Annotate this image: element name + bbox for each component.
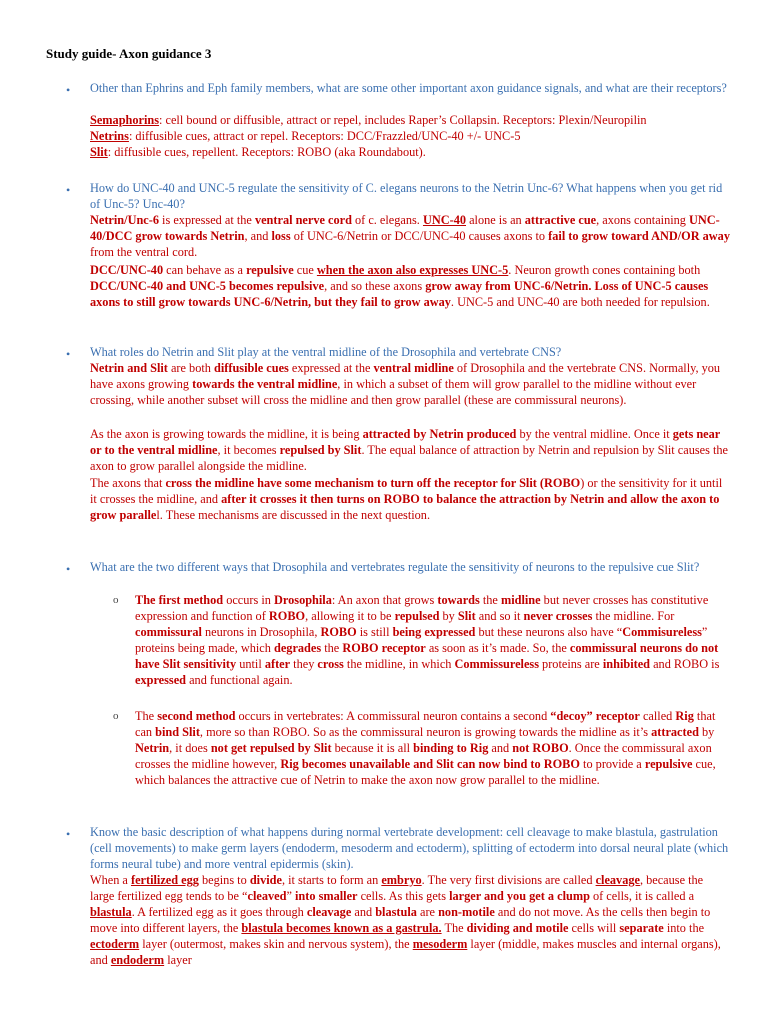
text-run: the bbox=[321, 641, 343, 655]
text-run: . The equal balance of attraction by Netrin and repulsion by Slit causes the axon to grow parallel alongside the midline. bbox=[90, 443, 728, 473]
text-run: embryo bbox=[381, 873, 422, 887]
text-run: . Neuron growth cones containing both bbox=[508, 263, 701, 277]
answer-text: : diffusible cues, repellent. Receptors: ROBO (aka Roundabout). bbox=[107, 145, 426, 159]
text-run: commissural neurons do not have Slit sensitivity bbox=[135, 641, 719, 671]
text-run: divide bbox=[249, 873, 282, 887]
document-title: Study guide- Axon guidance 3 bbox=[46, 46, 212, 61]
text-run: into the bbox=[663, 921, 705, 935]
text-run: cleavage bbox=[595, 873, 640, 887]
text-run: cue bbox=[293, 263, 317, 277]
text-run: expressed bbox=[135, 673, 187, 687]
sub-bullet-icon: o bbox=[113, 710, 119, 722]
text-run: , it starts to form an bbox=[281, 873, 382, 887]
text-run: layer (outermost, makes skin and nervous system), the bbox=[139, 937, 413, 951]
text-run: binding to Rig bbox=[413, 741, 489, 755]
text-run: midline bbox=[500, 593, 541, 607]
text-run: to provide a bbox=[579, 757, 645, 771]
text-run: , and bbox=[244, 229, 272, 243]
text-run: attracted by Netrin produced bbox=[362, 427, 517, 441]
text-run: as soon as it’s made. So, the bbox=[425, 641, 570, 655]
text-run: repulsive bbox=[246, 263, 294, 277]
text-run: larger and you get a clump bbox=[449, 889, 590, 903]
text-run: into smaller bbox=[295, 889, 358, 903]
text-run: called bbox=[639, 709, 676, 723]
text-run: layer (middle, makes muscles and internal organs), and bbox=[90, 937, 721, 967]
term-netrins: Netrins bbox=[90, 129, 129, 143]
text-run: attractive cue bbox=[524, 213, 597, 227]
text-run: when the axon also expresses UNC-5 bbox=[316, 263, 509, 277]
text-run: ” proteins being made, which bbox=[135, 625, 708, 655]
text-run: and ROBO is bbox=[650, 657, 720, 671]
text-run: , and so these axons bbox=[324, 279, 426, 293]
text-run: Drosophila bbox=[274, 593, 332, 607]
text-run: . A fertilized egg as it goes through bbox=[131, 905, 307, 919]
text-run: Rig bbox=[675, 709, 694, 723]
text-run: l. These mechanisms are discussed in the next question. bbox=[156, 508, 431, 522]
sub-bullet-icon: o bbox=[113, 594, 119, 606]
text-run: the bbox=[479, 593, 501, 607]
text-run: and bbox=[351, 905, 376, 919]
text-run: UNC-40 bbox=[422, 213, 467, 227]
text-run: of c. elegans. bbox=[351, 213, 423, 227]
answer-3-paragraph-1 bbox=[90, 360, 730, 408]
text-run: of UNC-6/Netrin or DCC/UNC-40 causes axons to bbox=[290, 229, 549, 243]
text-run: cells. As this gets bbox=[357, 889, 450, 903]
text-run: . UNC-5 and UNC-40 are both needed for repulsion. bbox=[450, 295, 710, 309]
text-run: by bbox=[698, 725, 715, 739]
text-run: is still bbox=[356, 625, 393, 639]
text-run: is expressed at the bbox=[158, 213, 255, 227]
text-run: occurs in vertebrates: A commissural neuron contains a second bbox=[235, 709, 551, 723]
text-run: loss bbox=[271, 229, 291, 243]
text-run: , axons containing bbox=[596, 213, 690, 227]
text-run: ventral midline bbox=[373, 361, 454, 375]
answer-2-paragraph-1 bbox=[90, 212, 730, 260]
text-run: The bbox=[135, 709, 158, 723]
text-run: by the ventral midline. Once it bbox=[516, 427, 673, 441]
text-run: blastula bbox=[90, 905, 132, 919]
text-run: Netrin bbox=[135, 741, 170, 755]
text-run: fail to grow toward AND/OR away bbox=[548, 229, 730, 243]
text-run: neurons in Drosophila, bbox=[201, 625, 321, 639]
text-run: layer bbox=[164, 953, 192, 967]
text-run: of cells, it is called a bbox=[589, 889, 695, 903]
text-run: cleavage bbox=[306, 905, 352, 919]
text-run: proteins are bbox=[538, 657, 603, 671]
text-run: ROBO receptor bbox=[342, 641, 426, 655]
text-run: DCC/UNC-40 and UNC-5 becomes repulsive bbox=[90, 279, 325, 293]
text-run: , because the large fertilized egg tends to be “ bbox=[90, 873, 704, 903]
text-run: fertilized egg bbox=[130, 873, 199, 887]
answer-1-slit bbox=[90, 144, 730, 160]
question-3: What roles do Netrin and Slit play at the ventral midline of the Drosophila and vertebrate CNS? bbox=[90, 345, 562, 359]
text-run: Commisureless bbox=[622, 625, 702, 639]
text-run: after it crosses it then turns on ROBO to balance the attraction by Netrin and allow the axon to grow paralle bbox=[90, 492, 720, 522]
question-5: Know the basic description of what happens during normal vertebrate development: cell cleavage to make blastula, gastrulation (cell movements) to make germ layers (endoderm, mesoderm and ectoderm), splitting of ectoderm into dorsal neural plate (which forms neural tube) and more ventral epidermis (skin). bbox=[90, 825, 729, 871]
text-run: , more so than ROBO. So as the commissural neuron is growing towards the midline as it’s bbox=[199, 725, 652, 739]
text-run: but these neurons also have “ bbox=[475, 625, 623, 639]
answer-4-second-method bbox=[135, 708, 730, 788]
text-run: the midline. For bbox=[592, 609, 675, 623]
answer-1-semaphorins bbox=[90, 112, 730, 128]
text-run: dividing and motile bbox=[466, 921, 569, 935]
text-run: towards the ventral midline bbox=[192, 377, 338, 391]
text-run: mesoderm bbox=[412, 937, 468, 951]
answer-text: : diffusible cues, attract or repel. Receptors: DCC/Frazzled/UNC-40 +/- UNC-5 bbox=[128, 129, 521, 143]
text-run: repulsed by Slit bbox=[279, 443, 362, 457]
text-run: : An axon that grows bbox=[331, 593, 438, 607]
text-run: cue, which balances the attractive cue of Netrin to make the axon now grow parallel to the midline. bbox=[135, 757, 716, 787]
text-run: “decoy” receptor bbox=[550, 709, 640, 723]
text-run: begins to bbox=[198, 873, 250, 887]
question-4: What are the two different ways that Drosophila and vertebrates regulate the sensitivity of neurons to the repulsive cue Slit? bbox=[90, 560, 700, 574]
text-run: As the axon is growing towards the midline, it is being bbox=[90, 427, 363, 441]
text-run: repulsive bbox=[644, 757, 693, 771]
answer-3-paragraph-2 bbox=[90, 426, 730, 474]
text-run: attracted bbox=[651, 725, 699, 739]
text-run: The bbox=[441, 921, 467, 935]
text-run: separate bbox=[619, 921, 664, 935]
text-run: of Drosophila and the vertebrate CNS. Normally, you have axons growing bbox=[90, 361, 721, 391]
text-run: non-motile bbox=[438, 905, 495, 919]
text-run: occurs in bbox=[223, 593, 275, 607]
answer-2-paragraph-2 bbox=[90, 262, 730, 310]
text-run: The first method bbox=[135, 593, 224, 607]
text-run: . Once the commissural axon crosses the midline however, bbox=[135, 741, 712, 771]
text-run: bind Slit bbox=[155, 725, 200, 739]
bullet-icon: • bbox=[66, 827, 71, 841]
text-run: The axons that bbox=[90, 476, 166, 490]
text-run: UNC-40/DCC grow towards Netrin bbox=[90, 213, 720, 243]
text-run: degrades bbox=[274, 641, 322, 655]
text-run: , allowing it to be bbox=[305, 609, 395, 623]
text-run: are bbox=[416, 905, 439, 919]
question-2: How do UNC-40 and UNC-5 regulate the sensitivity of C. elegans neurons to the Netrin Unc-6? What happens when you get rid of Unc-5? Unc-40? bbox=[90, 181, 723, 211]
text-run: blastula bbox=[375, 905, 417, 919]
text-run: , it becomes bbox=[217, 443, 280, 457]
text-run: Netrin and Slit bbox=[90, 361, 168, 375]
text-run: ROBO bbox=[268, 609, 306, 623]
text-run: cross the midline have some mechanism to turn off the receptor for Slit (ROBO bbox=[165, 476, 581, 490]
text-run: Rig becomes unavailable and Slit can now bind to ROBO bbox=[280, 757, 580, 771]
text-run: never crosses bbox=[523, 609, 593, 623]
answer-5-paragraph-1 bbox=[90, 872, 730, 968]
text-run: blastula becomes known as a gastrula. bbox=[241, 921, 442, 935]
text-run: When a bbox=[90, 873, 131, 887]
text-run: inhibited bbox=[602, 657, 651, 671]
answer-1-netrins bbox=[90, 128, 730, 144]
text-run: because it is all bbox=[331, 741, 414, 755]
text-run: expressed at the bbox=[288, 361, 374, 375]
answer-text: : cell bound or diffusible, attract or repel, includes Raper’s Collapsin. Receptors: Plexin/Neuropilin bbox=[159, 113, 647, 127]
text-run: but never crosses has constitutive expression and function of bbox=[135, 593, 709, 623]
text-run: and functional again. bbox=[186, 673, 293, 687]
text-run: they bbox=[290, 657, 318, 671]
text-run: gets near or to the ventral midline bbox=[90, 427, 721, 457]
text-run: ) or the sensitivity for it until it crosses the midline, and bbox=[90, 476, 723, 506]
bullet-icon: • bbox=[66, 83, 71, 97]
text-run: Slit bbox=[457, 609, 476, 623]
text-run: repulsed bbox=[394, 609, 440, 623]
text-run: , in which a subset of them will grow parallel to the midline without ever crossing, while another subset will cross the midline and then grow parallel (these are commissural neurons). bbox=[90, 377, 697, 407]
text-run: the midline, in which bbox=[343, 657, 455, 671]
text-run: and so it bbox=[475, 609, 524, 623]
text-run: alone is an bbox=[466, 213, 525, 227]
text-run: Netrin/Unc-6 bbox=[90, 213, 159, 227]
text-run: not get repulsed by Slit bbox=[210, 741, 332, 755]
text-run: ectoderm bbox=[90, 937, 140, 951]
text-run: cells will bbox=[568, 921, 620, 935]
text-run: ventral nerve cord bbox=[254, 213, 352, 227]
text-run: towards bbox=[437, 593, 480, 607]
text-run: not ROBO bbox=[512, 741, 569, 755]
answer-4-first-method bbox=[135, 592, 730, 688]
text-run: diffusible cues bbox=[214, 361, 289, 375]
text-run: and do not move. As the cells then begin to move into different layers, the bbox=[90, 905, 711, 935]
text-run: , it does bbox=[169, 741, 211, 755]
term-slit: Slit bbox=[90, 145, 108, 159]
text-run: Commissureless bbox=[454, 657, 539, 671]
text-run: after bbox=[264, 657, 291, 671]
text-run: cross bbox=[317, 657, 344, 671]
text-run: commissural bbox=[135, 625, 202, 639]
bullet-icon: • bbox=[66, 347, 71, 361]
term-semaphorins: Semaphorins bbox=[90, 113, 160, 127]
text-run: being expressed bbox=[392, 625, 476, 639]
bullet-icon: • bbox=[66, 562, 71, 576]
text-run: can behave as a bbox=[163, 263, 247, 277]
text-run: until bbox=[236, 657, 265, 671]
text-run: are both bbox=[167, 361, 214, 375]
text-run: that can bbox=[135, 709, 716, 739]
bullet-icon: • bbox=[66, 183, 71, 197]
text-run: endoderm bbox=[110, 953, 165, 967]
text-run: second method bbox=[157, 709, 236, 723]
text-run: cleaved bbox=[247, 889, 287, 903]
answer-3-paragraph-3 bbox=[90, 475, 730, 523]
text-run: . The very first divisions are called bbox=[421, 873, 596, 887]
text-run: ” bbox=[286, 889, 296, 903]
text-run: by bbox=[439, 609, 458, 623]
text-run: ROBO bbox=[320, 625, 357, 639]
text-run: DCC/UNC-40 bbox=[90, 263, 164, 277]
text-run: grow away from UNC-6/Netrin. Loss of UNC-5 causes axons to still grow towards UNC-6/Netrin, but they fail to grow away bbox=[90, 279, 709, 309]
text-run: from the ventral cord. bbox=[90, 245, 198, 259]
text-run: and bbox=[488, 741, 513, 755]
question-1: Other than Ephrins and Eph family members, what are some other important axon guidance signals, and what are their receptors? bbox=[90, 81, 727, 95]
